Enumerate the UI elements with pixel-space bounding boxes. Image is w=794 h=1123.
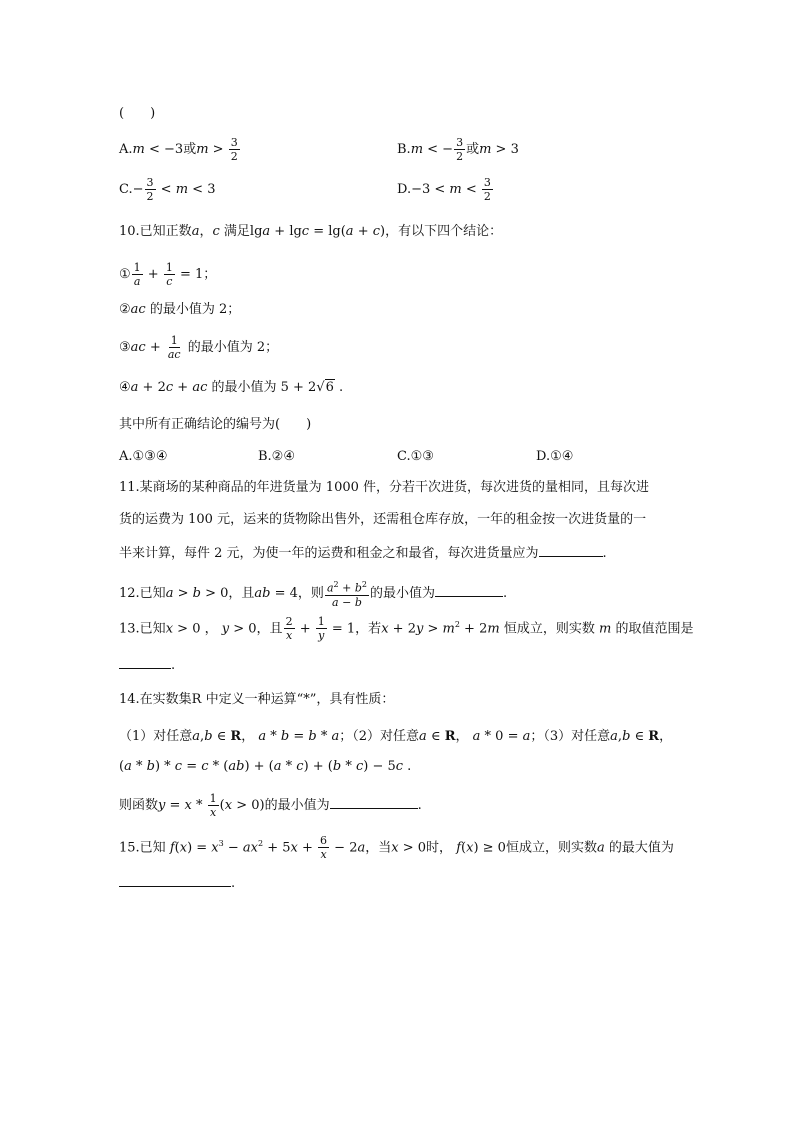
- q10-stem: 10.已知正数a，c 满足lga + lgc = lg(a + c)，有以下四个结论：: [119, 224, 503, 239]
- q14-properties: （1）对任意a,b ∈ R， a * b = b * a；（2）对任意a ∈ R， a * 0 = a；（3）对任意a,b ∈ R，: [119, 729, 673, 744]
- q10-option-c[interactable]: C.①③: [397, 449, 434, 464]
- q11-line-2: 货的运费为 100 元，运来的货物除出售外，还需租仓库存放，一年的租金按一次进货量的一: [119, 512, 647, 527]
- q10-conclusion-4: ④a + 2c + ac 的最小值为 5 + 2√6 .: [119, 380, 344, 395]
- q15-answer-line: .: [119, 872, 235, 894]
- q12-stem: 12.已知a > b > 0，且ab = 4，则 $\frac{a^2 + b^2}{a - b}$ 的最小值为 .: [119, 580, 508, 609]
- q9-bracket: ( ): [119, 106, 156, 121]
- q10-conclusion-1: ① $\frac{1}{a}$ + $\frac{1}{c}$ = 1；: [119, 261, 217, 288]
- q10-option-d[interactable]: D.①④: [536, 449, 574, 464]
- q10-question: 其中所有正确结论的编号为( ): [119, 417, 312, 432]
- fraction: $\frac{a^2 + b^2}{a - b}$: [326, 580, 367, 609]
- q14-stem: 14.在实数集R 中定义一种运算“*”，具有性质：: [119, 692, 395, 707]
- fraction: $\frac{3}{2}$: [230, 136, 238, 163]
- q10-conclusion-3: ③ac + $\frac{1}{ac}$ 的最小值为 2；: [119, 334, 279, 361]
- answer-blank[interactable]: [539, 542, 603, 557]
- q10-option-b[interactable]: B.②④: [258, 449, 295, 464]
- fraction: $\frac{3}{2}$: [483, 176, 491, 203]
- answer-blank[interactable]: [119, 872, 231, 887]
- fraction: $\frac{1}{x}$: [209, 792, 217, 819]
- q10-conclusion-2: ②ac 的最小值为 2；: [119, 302, 241, 317]
- q15-stem: 15.已知 $f(x) = x^3 - ax^2 + 5x$ + $\frac{6}{x}$ − 2a，当x > 0时， f(x) ≥ 0恒成立，则实数a 的最大值为: [119, 834, 674, 862]
- fraction: $\frac{1}{ac}$: [167, 334, 181, 361]
- q11-line-3: 半来计算，每件 2 元，为使一年的运费和租金之和最省，每次进货量应为 .: [119, 542, 607, 564]
- fraction: $\frac{3}{2}$: [146, 176, 154, 203]
- fraction: $\frac{1}{a}$: [133, 261, 141, 288]
- fraction: $\frac{6}{x}$: [320, 834, 328, 862]
- q13-stem: 13.已知x > 0 ， y > 0，且 $\frac{2}{x}$ + $\frac{1}{y}$ = 1，若$x + 2y > m^2 + 2m$ 恒成立，则实数 m 的取值范围是: [119, 615, 694, 643]
- answer-blank[interactable]: [435, 582, 503, 597]
- q13-answer-line: .: [119, 654, 175, 676]
- answer-blank[interactable]: [119, 654, 171, 669]
- q14-property-3-formula: (a * b) * c = c * (ab) + (a * c) + (b * c) − 5c .: [119, 759, 412, 774]
- fraction: $\frac{1}{c}$: [165, 261, 173, 288]
- q9-option-a[interactable]: A.m < −3或m > $\frac{3}{2}$: [119, 136, 238, 163]
- fraction: $\frac{1}{y}$: [317, 615, 325, 643]
- fraction: $\frac{3}{2}$: [456, 136, 464, 163]
- answer-blank[interactable]: [330, 794, 418, 809]
- fraction: $\frac{2}{x}$: [285, 615, 293, 643]
- q9-option-c[interactable]: C.− $\frac{3}{2}$ < m < 3: [119, 176, 216, 203]
- q9-option-b[interactable]: B.m < − $\frac{3}{2}$ 或m > 3: [397, 136, 519, 163]
- q9-option-d[interactable]: D.−3 < m < $\frac{3}{2}$: [397, 176, 491, 203]
- q11-line-1: 11.某商场的某种商品的年进货量为 1000 件，分若干次进货，每次进货的量相同，且每次进: [119, 480, 650, 495]
- q10-option-a[interactable]: A.①③④: [119, 449, 168, 464]
- q14-question: 则函数y = x * $\frac{1}{x}$ (x > 0)的最小值为 .: [119, 792, 422, 819]
